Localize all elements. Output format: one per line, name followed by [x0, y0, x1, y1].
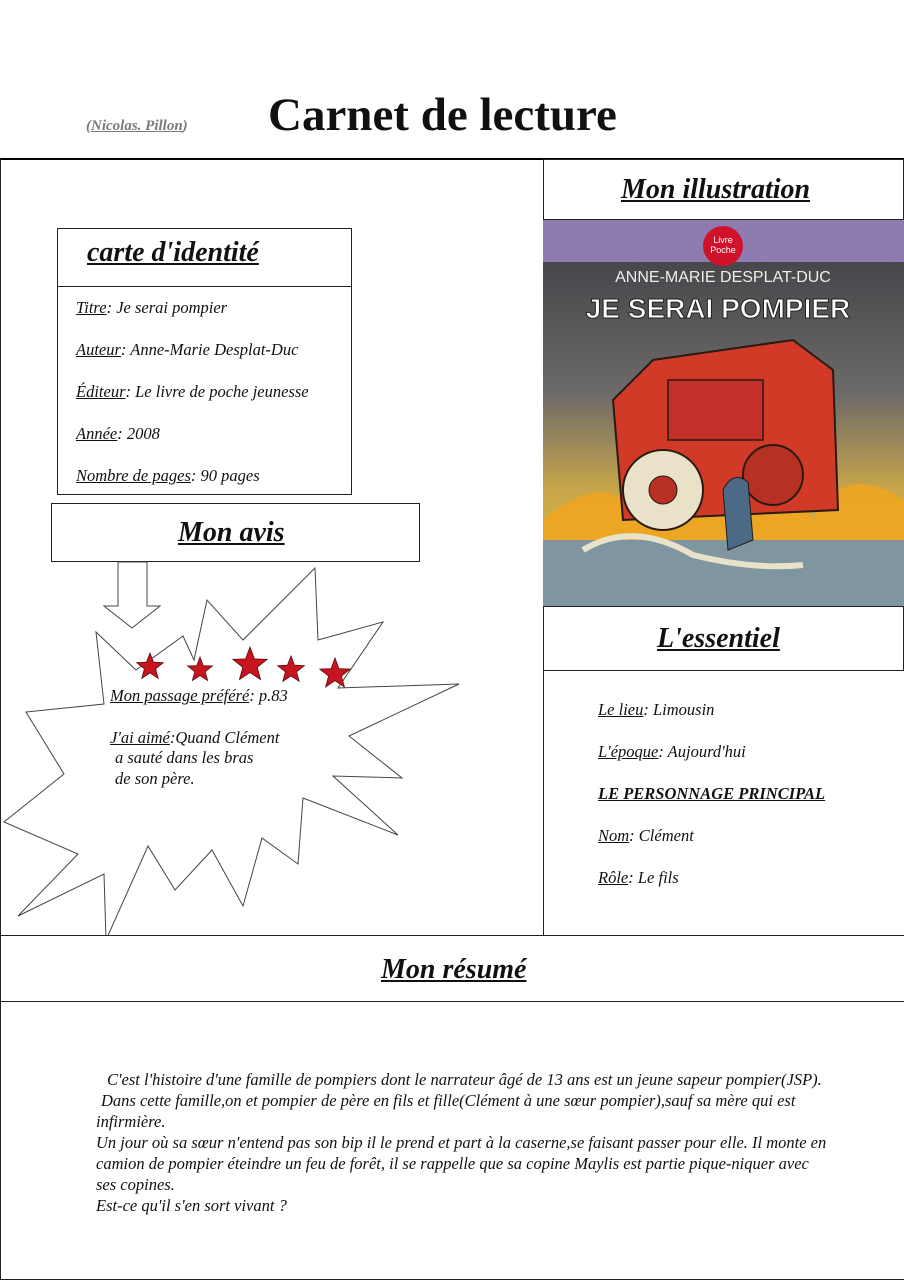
- resume-line: ses copines.: [96, 1175, 175, 1194]
- identity-heading: carte d'identité: [87, 237, 259, 268]
- cover-title: JE SERAI POMPIER: [585, 293, 851, 324]
- field-auteur: Auteur: Anne-Marie Desplat-Duc: [76, 340, 299, 359]
- jai-aime-line3: de son père.: [115, 769, 195, 788]
- page-title: Carnet de lecture: [268, 89, 617, 141]
- essentiel-heading: L'essentiel: [657, 623, 780, 654]
- cover-badge-line2: Poche: [710, 245, 736, 255]
- field-role: Rôle: Le fils: [598, 868, 679, 887]
- cover-author: ANNE-MARIE DESPLAT-DUC: [615, 269, 831, 286]
- field-titre: Titre: Je serai pompier: [76, 298, 228, 317]
- cover-badge-line1: Livre: [713, 235, 733, 245]
- resume-line: Est-ce qu'il s'en sort vivant ?: [96, 1196, 287, 1215]
- field-editeur: Éditeur: Le livre de poche jeunesse: [76, 382, 309, 401]
- illustration-heading: Mon illustration: [621, 174, 811, 205]
- avis-heading: Mon avis: [178, 517, 285, 548]
- author-name: Nicolas. Pillon: [91, 118, 183, 134]
- author-tag: (Nicolas. Pillon): [86, 118, 188, 134]
- resume-heading-box: [0, 935, 904, 1002]
- resume-line: camion de pompier éteindre un feu de forêt, il se rappelle que sa copine Maylis est partie pique-niquer avec: [96, 1154, 809, 1173]
- jai-aime-line2: a sauté dans les bras: [115, 748, 254, 767]
- field-nom: Nom: Clément: [598, 826, 694, 845]
- jai-aime: J'ai aimé:Quand Clément: [110, 728, 280, 747]
- resume-line: C'est l'histoire d'une famille de pompiers dont le narrateur âgé de 13 ans est un jeune sapeur pompier(JSP).: [107, 1070, 822, 1089]
- field-lieu: Le lieu: Limousin: [598, 700, 715, 719]
- resume-text: [96, 1069, 904, 1216]
- identity-card: [57, 228, 352, 495]
- identity-divider: [58, 286, 351, 287]
- illustration-heading-box: [543, 159, 904, 220]
- down-arrow-icon: [104, 562, 160, 628]
- resume-line: Un jour où sa sœur n'entend pas son bip il le prend et part à la caserne,se faisant passer pour elle. Il monte en: [96, 1133, 827, 1152]
- field-epoque: L'époque: Aujourd'hui: [598, 742, 746, 761]
- resume-heading: Mon résumé: [381, 954, 527, 985]
- essentiel-heading-box: [543, 606, 904, 671]
- personnage-heading: LE PERSONNAGE PRINCIPAL: [598, 784, 826, 803]
- resume-line: Dans cette famille,on et pompier de père en fils et fille(Clément à une sœur pompier),sauf sa mère qui est: [101, 1091, 796, 1110]
- passage-prefere: Mon passage préféré: p.83: [110, 686, 288, 705]
- avis-heading-box: [51, 503, 420, 562]
- book-cover-image: [543, 220, 904, 606]
- field-annee: Année: 2008: [76, 424, 160, 443]
- field-pages: Nombre de pages: 90 pages: [76, 466, 260, 485]
- resume-line: infirmière.: [96, 1112, 166, 1131]
